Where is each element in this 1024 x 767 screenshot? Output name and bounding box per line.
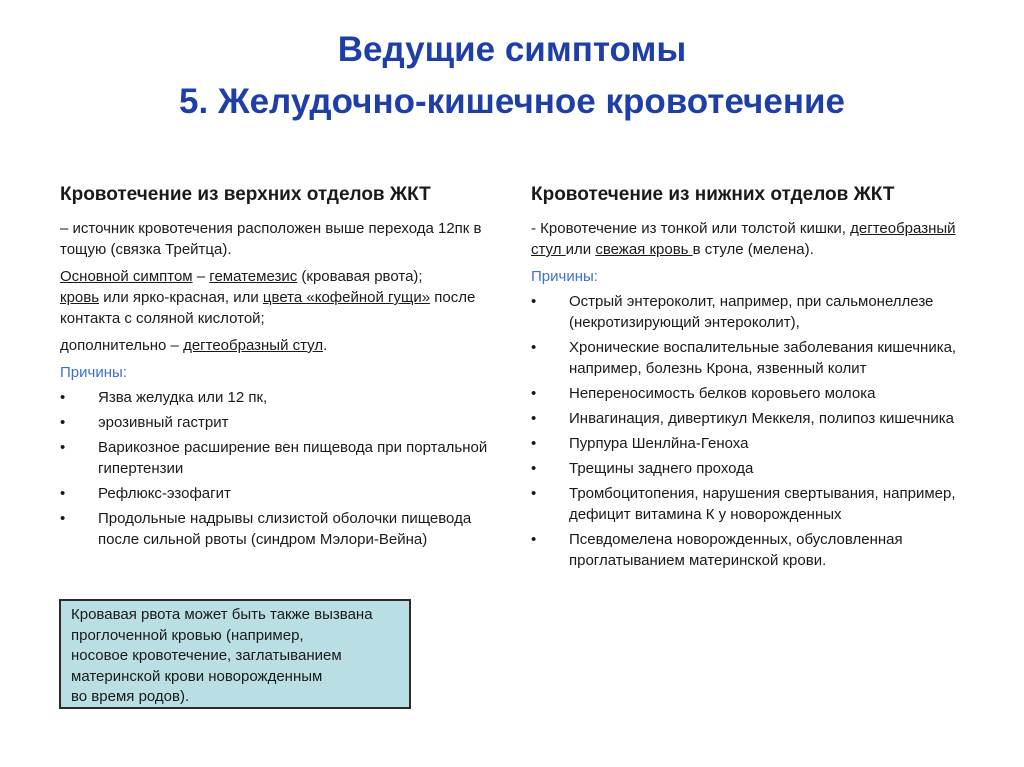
main-symptom-label: Основной симптом (60, 268, 193, 285)
list-item: • эрозивный гастрит (60, 412, 505, 433)
upper-gi-causes-label: Причины: (60, 364, 127, 381)
upper-gi-heading: Кровотечение из верхних отделов ЖКТ (60, 184, 431, 205)
fresh-blood-term: свежая кровь (595, 241, 693, 258)
note-line: носовое кровотечение, заглатыванием (71, 647, 342, 664)
hematemesis-term: гематемезис (209, 268, 298, 285)
list-item: • Непереносимость белков коровьего молока (531, 383, 981, 404)
list-item: • Хронические воспалительные заболевания кишечника, например, болезнь Крона, язвенный колит (531, 337, 981, 379)
blood-mid: или ярко-красная, или (99, 289, 263, 306)
additional-tail: . (323, 337, 328, 354)
list-item: • Тромбоцитопения, нарушения свертывания, например, дефицит витамина К у новорожденных (531, 483, 981, 525)
or-text: или (565, 241, 596, 258)
list-item: • Продольные надрывы слизистой оболочки пищевода после сильной рвоты (синдром Мэлори-Вейна) (60, 508, 505, 550)
main-symptom-dash: – (192, 268, 210, 285)
list-item: • Инвагинация, дивертикул Меккеля, полипоз кишечника (531, 408, 981, 429)
lower-intro-prefix: - Кровотечение из тонкой или толстой кишки, (531, 220, 851, 237)
note-line: проглоченной кровью (например, (71, 626, 304, 644)
upper-gi-intro: – источник кровотечения расположен выше перехода 12пк в тощую (связка Трейтца). (60, 220, 482, 258)
after-acid-text: после контакта с соляной кислотой; (60, 289, 476, 327)
list-item: • Пурпура Шенлйна-Геноха (531, 433, 981, 454)
note-box (59, 599, 411, 709)
list-item: • Варикозное расширение вен пищевода при портальной гипертензии (60, 437, 505, 479)
title-line-1: Ведущие симптомы (337, 30, 687, 69)
lower-gi-intro (531, 218, 981, 260)
upper-gi-column (60, 182, 505, 554)
tarry-stool-term: дегтеобразный стул (531, 220, 956, 258)
slide-title (0, 24, 1024, 128)
lower-gi-causes-label: Причины: (531, 268, 598, 285)
blood-term: кровь (60, 289, 100, 306)
tarry-stool-term: дегтеобразный стул (183, 337, 324, 354)
title-line-2: 5. Желудочно-кишечное кровотечение (179, 82, 845, 121)
lower-gi-heading: Кровотечение из нижних отделов ЖКТ (531, 184, 895, 205)
lower-gi-causes-list (531, 291, 981, 571)
lower-intro-tail: в стуле (мелена). (692, 241, 814, 258)
list-item: • Язва желудка или 12 пк, (60, 387, 505, 408)
list-item: • Трещины заднего прохода (531, 458, 981, 479)
note-line: материнской крови новорожденным (71, 667, 323, 685)
lower-gi-column (531, 182, 981, 575)
note-line: во время родов). (71, 688, 190, 705)
additional-prefix: дополнительно – (60, 337, 184, 354)
upper-gi-additional (60, 335, 505, 356)
coffee-grounds-term: цвета «кофейной гущи» (262, 289, 431, 306)
list-item: • Псевдомелена новорожденных, обусловленная проглатыванием материнской крови. (531, 529, 981, 571)
list-item: • Острый энтероколит, например, при сальмонеллезе (некротизирующий энтероколит), (531, 291, 981, 333)
upper-gi-main-symptom (60, 266, 505, 329)
note-line: Кровавая рвота может быть также вызвана (71, 606, 373, 623)
list-item: • Рефлюкс-эзофагит (60, 483, 505, 504)
upper-gi-causes-list (60, 387, 505, 550)
main-symptom-tail: (кровавая рвота); (297, 268, 423, 285)
